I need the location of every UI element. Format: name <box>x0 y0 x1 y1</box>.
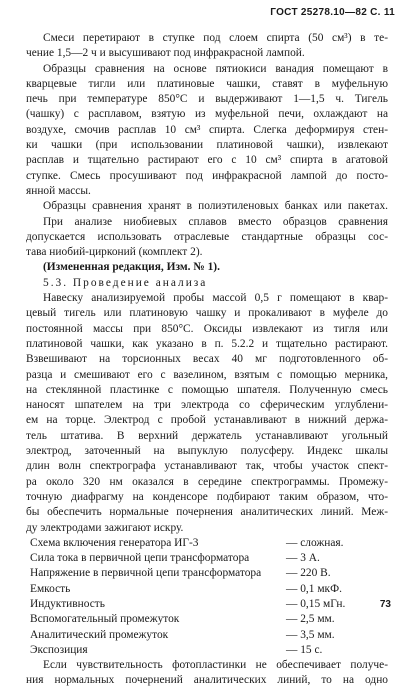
parameter-value: — 2,5 мм. <box>286 613 335 626</box>
text-line: воздухе, смочив расплав 10 см³ спирта. Слегка деформируя стен- <box>26 123 388 136</box>
parameter-label: Аналитический промежуток <box>30 628 169 641</box>
text-line: янной массы. <box>26 184 91 197</box>
tail-text-block <box>26 658 388 689</box>
page-number: 73 <box>379 598 391 610</box>
parameter-value: — 3 А. <box>286 552 320 565</box>
text-line: допускается использовать отраслевые стандартные образцы сос- <box>26 230 388 243</box>
parameter-row <box>26 597 388 612</box>
text-line: Образцы сравнения хранят в полиэтиленовых банках или пакетах. <box>43 200 388 213</box>
parameter-label: Экспозиция <box>30 643 88 656</box>
parameter-row <box>26 551 388 566</box>
text-line: чение 1,5—2 ч и высушивают под инфракрасной лампой. <box>26 47 305 60</box>
text-line: Навеску анализируемой пробы массой 0,5 г помещают в квар- <box>43 292 388 305</box>
text-line: Если чувствительность фотопластинки не обеспечивает получе- <box>43 659 388 672</box>
text-line: Взвешивают на торсионных весах 40 мг подготовленного об- <box>26 353 388 366</box>
text-line: тава ниобий-цирконий (комплект 2). <box>26 246 203 259</box>
text-line: цевый тигель или платиновую чашку и прокаливают в муфеле до <box>26 307 388 320</box>
text-line: ра около 320 нм оказался в середине спектрограммы. Промежу- <box>26 475 388 488</box>
parameter-row <box>26 643 388 658</box>
parameter-value: — 0,15 мГн. <box>286 597 346 610</box>
text-line: ния нормальных почернений аналитических линий, то на одно <box>26 674 388 687</box>
parameter-row <box>26 566 388 581</box>
parameter-label: Сила тока в первичной цепи трансформатора <box>30 552 250 565</box>
text-line: ступке. Смесь просушивают под инфракрасной лампой до посто- <box>26 169 388 182</box>
text-line: ду электродами зажигают искру. <box>26 521 184 534</box>
text-line: наносят шпателем на три электрода со сферическим углублени- <box>26 399 388 412</box>
text-line: бы обеспечить нормальные почернения аналитических линий. Меж- <box>26 506 388 519</box>
parameter-value: — сложная. <box>286 536 344 549</box>
text-line: длин волн спектрографа устанавливают так, чтобы участок спект- <box>26 460 388 473</box>
text-line: ем на торце. Электрод с пробой устанавливают в нижний держа- <box>26 414 388 427</box>
parameter-row <box>26 612 388 627</box>
parameter-label: Индуктивность <box>30 597 105 610</box>
text-line: Образцы сравнения на основе пятиокиси ванадия помещают в <box>43 62 388 75</box>
parameters-table <box>26 536 388 658</box>
parameter-value: — 3,5 мм. <box>286 628 335 641</box>
text-line: расплав и тщательно растирают его с 10 см³ спирта в агатовой <box>26 154 388 167</box>
text-line: (Измененная редакция, Изм. № 1). <box>43 261 220 274</box>
text-line: (чашку) с расплавом, взятую из муфельной печи, охлаждают на <box>26 108 388 121</box>
text-line: постоянной массы при 850°С. Оксиды извлекают из тигля или <box>26 322 388 335</box>
text-line: При анализе ниобиевых сплавов вместо образцов сравнения <box>43 215 388 228</box>
parameter-row <box>26 536 388 551</box>
text-line: тель штатива. В верхний держатель устанавливают угольный <box>26 429 388 442</box>
parameter-label: Напряжение в первичной цепи трансформатора <box>30 567 262 580</box>
text-line: электрод, заточенный на выпуклую полусферу. Индекс шкалы <box>26 445 388 458</box>
parameter-label: Вспомогательный промежуток <box>30 613 180 626</box>
parameter-label: Емкость <box>30 582 71 595</box>
parameter-row <box>26 628 388 643</box>
document-body <box>26 31 388 689</box>
page-header: ГОСТ 25278.10—82 С. 11 <box>270 7 395 18</box>
text-block <box>26 31 388 536</box>
parameter-value: — 15 с. <box>286 643 323 656</box>
text-line: платиновой чашки, как указано в п. 5.2.2 и тщательно растирают. <box>26 337 388 350</box>
text-line: разца и смешивают его с вазелином, взятым с помощью мерника, <box>26 368 388 381</box>
text-line: точную диафрагму на конденсоре подбирают таким образом, что- <box>26 490 388 503</box>
parameter-value: — 220 В. <box>286 567 331 580</box>
parameter-value: — 0,1 мкФ. <box>286 582 342 595</box>
text-line: Смеси перетирают в ступке под слоем спирта (50 см³) в те- <box>43 32 388 44</box>
parameter-label: Схема включения генератора ИГ-3 <box>30 536 199 549</box>
text-line: кварцевые тигли или платиновые чашки, ставят в муфельную <box>26 77 388 90</box>
parameter-row <box>26 582 388 597</box>
text-line: ки чашки (при использовании платиновой чашки), извлекают <box>26 139 388 152</box>
text-line: 5.3. Проведение анализа <box>43 276 208 289</box>
text-line: на стеклянной пластинке с помощью шпателя. Полученную смесь <box>26 383 388 396</box>
text-line: печь при температуре 850°С и выдерживают 1—1,5 ч. Тигель <box>26 93 388 106</box>
